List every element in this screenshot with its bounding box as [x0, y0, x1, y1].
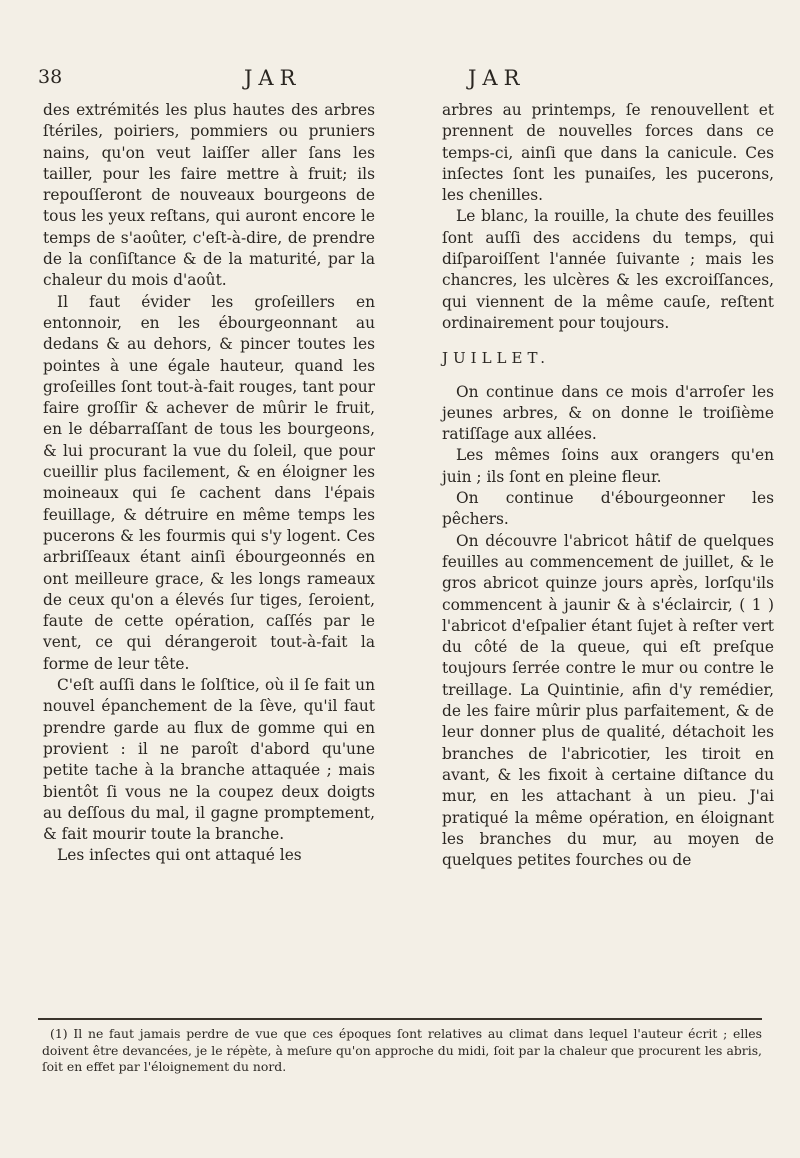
left-column — [43, 100, 375, 867]
paragraph: Le blanc, la rouille, la chute des feuilles ſont auſſi des accidens du temps, qui diſparoiſſent l'année ſuivante ; mais les chancres, les ulcères & les excroiſſances, qui viennent de la même cauſe, reſtent ordinairement pour toujours. — [442, 207, 774, 332]
paragraph: C'eſt auſſi dans le ſolſtice, où il ſe fait un nouvel épanchement de la ſève, qu'il faut prendre garde au flux de gomme qui en provient : il ne paroît d'abord qu'une petite tache à la branche attaquée ; mais bientôt ſi vous ne la coupez deux doigts au deſſous du mal, il gagne promptement, & fait mourir toute la branche. — [43, 676, 375, 844]
page-number: 38 — [38, 66, 63, 88]
paragraph: Il faut évider les groſeillers en entonnoir, en les ébourgeonnant au dedans & au dehors, & pincer toutes les pointes à une égale hauteur, quand les groſeilles ſont tout-à-fait rouges, tant pour faire groſſir & achever de mûrir le fruit, en le débarraſſant de tous les bourgeons, & lui procurant la vue du ſoleil, que pour cueillir plus facilement, & en éloigner les moineaux qui ſe cachent dans l'épais feuillage, & détruire en même temps les pucerons & les fourmis qui s'y logent. Ces arbriſſeaux étant ainſi ébourgeonnés en ont meilleure grace, & les longs rameaux de ceux qu'on a élevés ſur tiges, ſeroient, faute de cette opération, caſſés par le vent, ce qui dérangeroit tout-à-fait la forme de leur tête. — [43, 292, 375, 673]
footnote-divider — [38, 1018, 762, 1020]
running-head-right: JAR — [468, 66, 526, 90]
paragraph: Les inſectes qui ont attaqué les — [57, 846, 302, 865]
running-head-left: JAR — [244, 66, 302, 90]
footnote: (1) Il ne faut jamais perdre de vue que ces époques ſont relatives au climat dans lequel l'auteur écrit ; elles doivent être devancées, je le répète, à meſure qu'on approche du midi, ſoit par la chaleur que procurent les abris, ſoit en effet par l'éloignement du nord. — [42, 1026, 762, 1074]
page-header — [38, 66, 762, 96]
paragraph: des extrémités les plus hautes des arbres ſtériles, poiriers, pommiers ou pruniers nains, qu'on veut laiſſer aller ſans les tailler, pour les faire mettre à fruit; ils repouſſeront de nouveaux bourgeons de tous les yeux reſtans, qui auront encore le temps de s'aoûter, c'eſt-à-dire, de prendre de la conſiſtance & de la maturité, par la chaleur du mois d'août. — [43, 101, 375, 290]
paragraph: arbres au printemps, ſe renouvellent et prennent de nouvelles forces dans ce temps-ci, ainſi que dans la canicule. Ces inſectes ſont les punaiſes, les pucerons, les chenilles. — [442, 101, 774, 205]
paragraph: On continue dans ce mois d'arroſer les jeunes arbres, & on donne le troiſième ratiſſage aux allées. — [442, 382, 774, 444]
section-title: JUILLET. — [442, 349, 551, 368]
paragraph: On continue d'ébourgeonner les pêchers. — [442, 489, 774, 529]
right-column — [442, 100, 774, 871]
paragraph: On découvre l'abricot hâtif de quelques feuilles au commencement de juillet, & le gros abricot quinze jours après, lorſqu'ils commencent à jaunir & à s'éclaircir, ( 1 ) l'abricot d'eſpalier étant ſujet à reſter vert du côté de la queue, qui eſt preſque toujours ſerrée contre le mur ou contre le treillage. La Quintinie, afin d'y remédier, de les faire mûrir plus parfaitement, & de leur donner plus de qualité, détachoit les branches de l'abricotier, les tiroit en avant, & les fixoit à certaine diſtance du mur, en les attachant à un pieu. J'ai pratiqué la même opération, en éloignant les branches du mur, au moyen de quelques petites fourches ou de — [442, 531, 774, 870]
paragraph: Les mêmes ſoins aux orangers qu'en juin ; ils ſont en pleine fleur. — [442, 446, 774, 486]
